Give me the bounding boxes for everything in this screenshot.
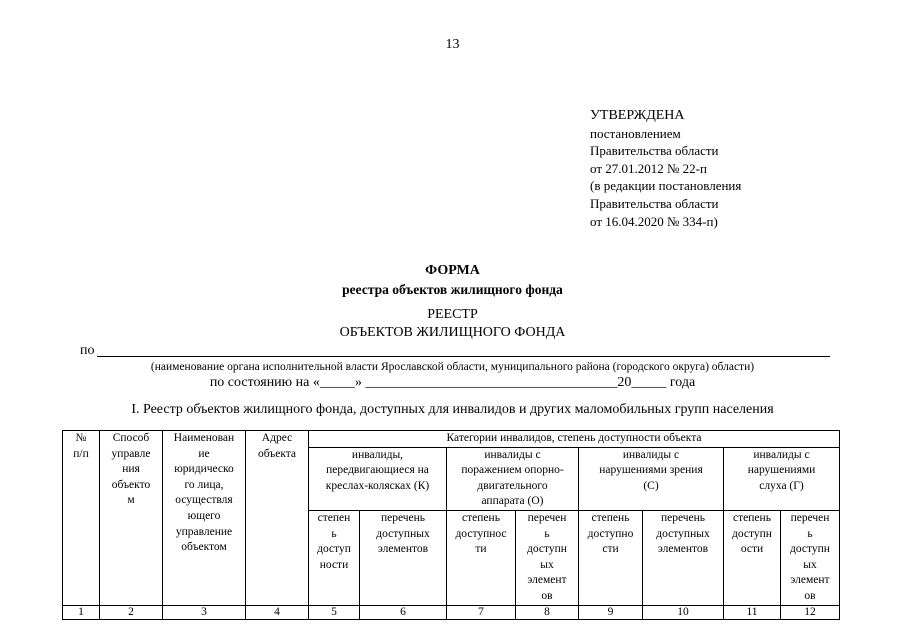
column-number: 12 xyxy=(781,605,840,619)
column-number: 6 xyxy=(360,605,447,619)
registry-subtitle: ОБЪЕКТОВ ЖИЛИЩНОГО ФОНДА xyxy=(339,325,566,340)
header-categories: Категории инвалидов, степень доступности объекта xyxy=(309,431,840,448)
column-number: 5 xyxy=(309,605,360,619)
approval-line: постановлением xyxy=(590,125,681,141)
header-address: Адрес объекта xyxy=(246,431,309,606)
column-number: 9 xyxy=(579,605,643,619)
approval-line: от 27.01.2012 № 22-п xyxy=(590,160,707,176)
approval-line: от 16.04.2020 № 334-п) xyxy=(590,213,718,229)
subheader-elements: перечен ь доступн ых элемент ов xyxy=(516,510,579,605)
subheader-elements: перечен ь доступн ых элемент ов xyxy=(781,510,840,605)
column-number: 2 xyxy=(100,605,163,619)
page-number: 13 xyxy=(445,37,460,52)
group-vision: инвалиды с нарушениями зрения (С) xyxy=(579,447,724,510)
header-method: Способ управле ния объекто м xyxy=(100,431,163,606)
as-of-date-line[interactable]: по состоянию на «_____» ____________________________________20_____ года xyxy=(209,375,696,390)
subheader-degree: степень доступн ости xyxy=(724,510,781,605)
approval-line: Правительства области xyxy=(590,143,719,159)
column-number: 1 xyxy=(63,605,100,619)
header-legal-entity: Наименован ие юридическо го лица, осуществля ющего управление объектом xyxy=(163,431,246,606)
column-number: 4 xyxy=(246,605,309,619)
column-number: 7 xyxy=(447,605,516,619)
subheader-elements: перечень доступных элементов xyxy=(360,510,447,605)
subheader-degree: степень доступнос ти xyxy=(447,510,516,605)
group-hearing: инвалиды с нарушениями слуха (Г) xyxy=(724,447,840,510)
subheader-degree: степен ь доступ ности xyxy=(309,510,360,605)
subheader-elements: перечень доступных элементов xyxy=(643,510,724,605)
section-title: I. Реестр объектов жилищного фонда, доступных для инвалидов и других маломобильных групп населения xyxy=(131,402,774,417)
authority-prefix: по xyxy=(80,343,95,358)
column-number-row xyxy=(63,605,840,619)
subheader-degree: степень доступно сти xyxy=(579,510,643,605)
column-number: 8 xyxy=(516,605,579,619)
approval-block xyxy=(590,107,741,230)
approval-line: УТВЕРЖДЕНА xyxy=(590,108,685,123)
authority-hint: (наименование органа исполнительной власти Ярославской области, муниципального района (городского округа) области) xyxy=(150,361,755,373)
form-title: ФОРМА xyxy=(425,263,480,278)
group-musculoskeletal: инвалиды с поражением опорно- двигательного аппарата (О) xyxy=(447,447,579,510)
column-number: 10 xyxy=(643,605,724,619)
column-number: 11 xyxy=(724,605,781,619)
group-wheelchair: инвалиды, передвигающиеся на креслах-колясках (К) xyxy=(309,447,447,510)
authority-fill-line[interactable] xyxy=(97,356,830,357)
header-no: № п/п xyxy=(63,431,100,606)
form-subtitle: реестра объектов жилищного фонда xyxy=(342,282,563,297)
column-number: 3 xyxy=(163,605,246,619)
approval-line: (в редакции постановления xyxy=(590,178,742,194)
registry-table xyxy=(62,430,840,620)
approval-line: Правительства области xyxy=(590,195,719,211)
registry-title: РЕЕСТР xyxy=(427,307,478,322)
